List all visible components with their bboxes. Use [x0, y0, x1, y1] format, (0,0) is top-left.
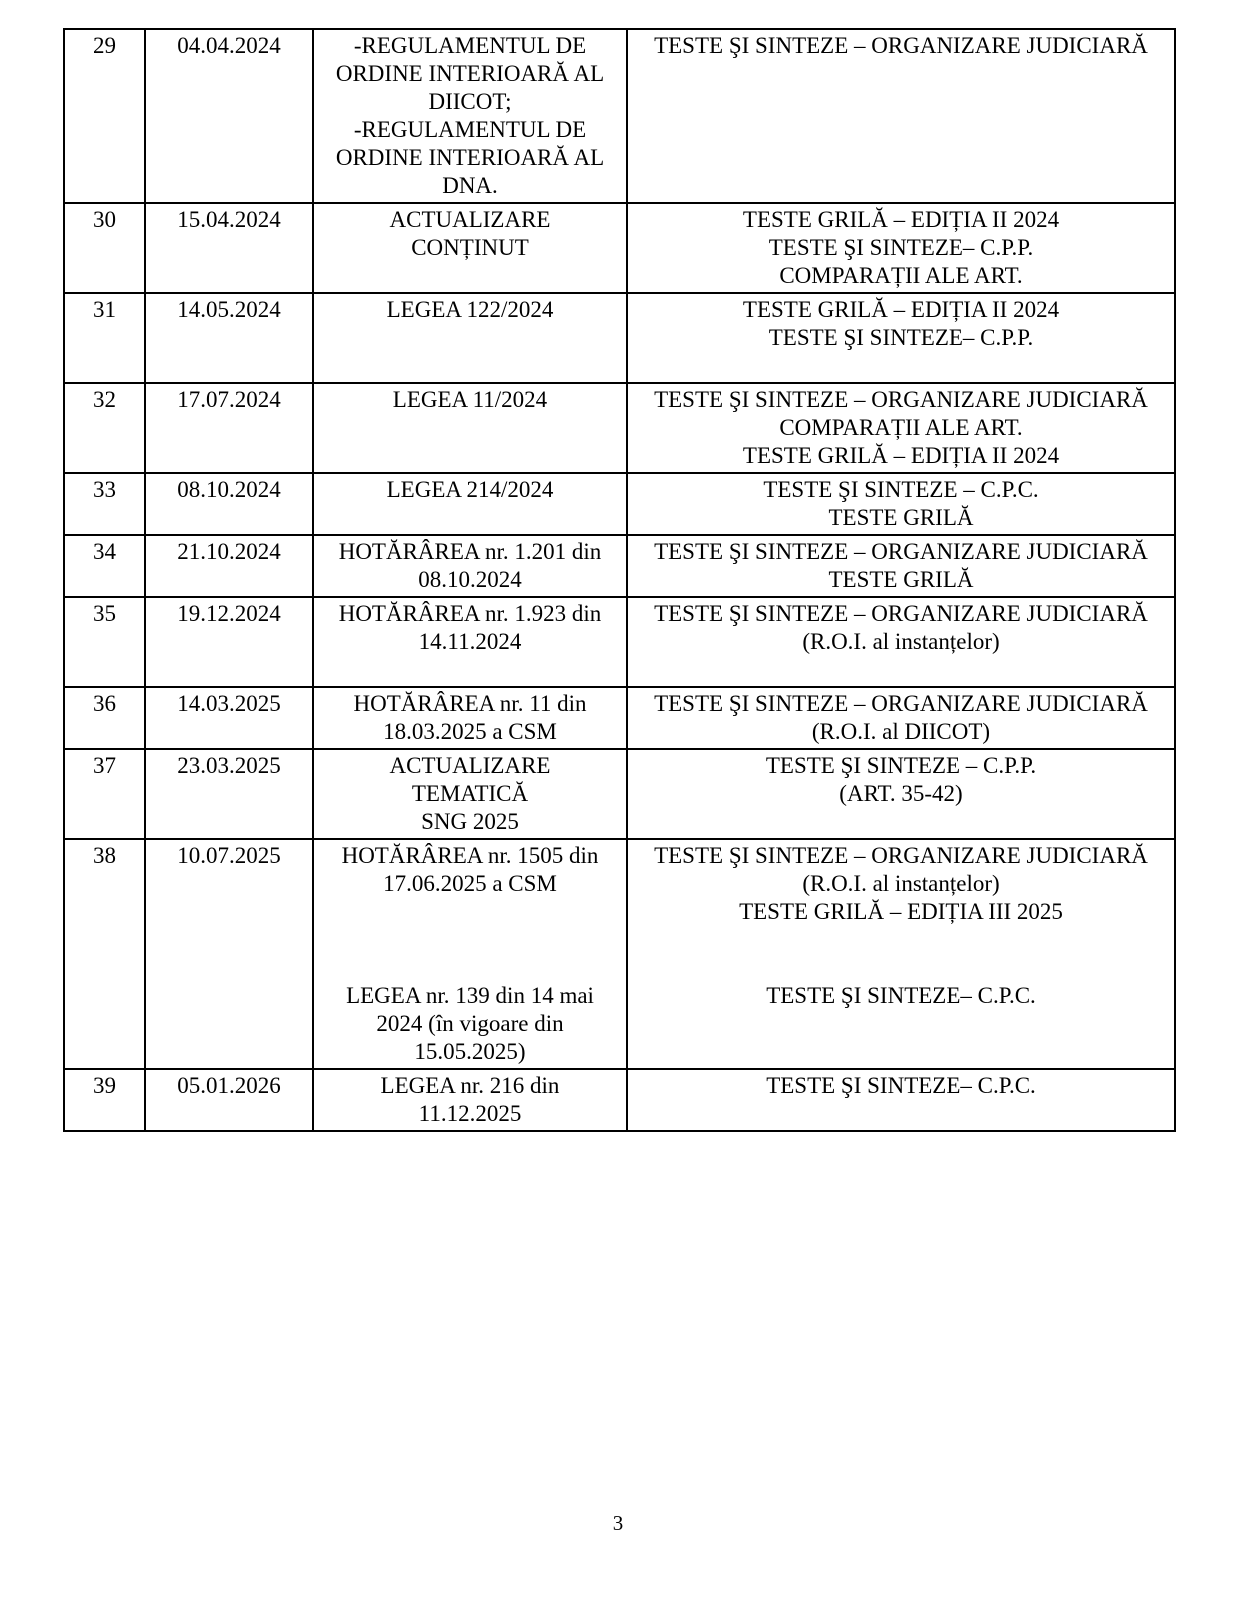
- row-number-cell: [64, 203, 145, 293]
- content-cell: [627, 749, 1175, 839]
- date-cell: [145, 383, 313, 473]
- content-cell: [627, 839, 1175, 1069]
- cell-line: 14.11.2024: [418, 629, 522, 654]
- cell-line: TESTE GRILĂ – EDIȚIA II 2024: [742, 443, 1060, 468]
- cell-line: TESTE GRILĂ – EDIȚIA II 2024: [742, 297, 1060, 322]
- cell-line: ORDINE INTERIOARĂ AL: [335, 61, 605, 86]
- row-number-cell: [64, 383, 145, 473]
- row-number-cell: [64, 535, 145, 597]
- cell-line: 31: [93, 297, 116, 322]
- cell-line: 33: [93, 477, 116, 502]
- cell-line: 14.05.2024: [177, 297, 281, 322]
- act-cell: [313, 383, 627, 473]
- cell-line: (R.O.I. al instanțelor): [802, 629, 1000, 654]
- content-cell: [627, 293, 1175, 383]
- cell-line: TEMATICĂ: [411, 781, 529, 806]
- content-cell: [627, 535, 1175, 597]
- date-cell: [145, 597, 313, 687]
- cell-line: LEGEA 214/2024: [386, 477, 554, 502]
- cell-line: 32: [93, 387, 116, 412]
- cell-line: DIICOT;: [428, 89, 512, 114]
- cell-line: 08.10.2024: [418, 567, 522, 592]
- changes-table-body: [64, 29, 1175, 1131]
- cell-line: COMPARAȚII ALE ART.: [779, 415, 1023, 440]
- cell-line: DNA.: [442, 173, 498, 198]
- cell-line: 38: [93, 843, 116, 868]
- cell-line: TESTE ŞI SINTEZE – C.P.P.: [765, 753, 1037, 778]
- content-cell: [627, 383, 1175, 473]
- cell-line: CONȚINUT: [411, 235, 529, 260]
- cell-line: HOTĂRÂREA nr. 1.923 din: [338, 601, 602, 626]
- cell-line: 04.04.2024: [177, 33, 281, 58]
- cell-line: 14.03.2025: [177, 691, 281, 716]
- cell-line: LEGEA 122/2024: [386, 297, 554, 322]
- content-cell: [627, 29, 1175, 203]
- cell-line: [318, 324, 622, 352]
- cell-line: (R.O.I. al DIICOT): [811, 719, 991, 744]
- date-cell: [145, 839, 313, 1069]
- page-number: 3: [612, 1511, 624, 1535]
- cell-line: 17.06.2025 a CSM: [383, 871, 557, 896]
- act-cell: [313, 749, 627, 839]
- cell-line: TESTE ŞI SINTEZE– C.P.P.: [768, 325, 1034, 350]
- cell-line: 05.01.2026: [177, 1073, 281, 1098]
- cell-line: TESTE ŞI SINTEZE– C.P.C.: [766, 1073, 1036, 1098]
- cell-line: [318, 504, 622, 532]
- cell-line: TESTE ŞI SINTEZE – ORGANIZARE JUDICIARĂ: [654, 601, 1148, 626]
- act-cell: [313, 29, 627, 203]
- content-cell: [627, 203, 1175, 293]
- cell-line: 35: [93, 601, 116, 626]
- cell-line: [632, 352, 1170, 380]
- changes-table: [63, 28, 1176, 1132]
- cell-line: LEGEA 11/2024: [392, 387, 548, 412]
- cell-line: [318, 656, 622, 684]
- act-cell: [313, 597, 627, 687]
- content-cell: [627, 597, 1175, 687]
- cell-line: TESTE ŞI SINTEZE – ORGANIZARE JUDICIARĂ: [654, 691, 1148, 716]
- cell-line: 18.03.2025 a CSM: [383, 719, 557, 744]
- cell-line: TESTE ŞI SINTEZE – C.P.C.: [763, 477, 1039, 502]
- date-cell: [145, 749, 313, 839]
- date-cell: [145, 687, 313, 749]
- table-row: [64, 1069, 1175, 1131]
- cell-line: SNG 2025: [421, 809, 519, 834]
- cell-line: [318, 898, 622, 926]
- date-cell: [145, 1069, 313, 1131]
- cell-line: HOTĂRÂREA nr. 1505 din: [341, 843, 599, 868]
- cell-line: [318, 262, 622, 290]
- row-number-cell: [64, 293, 145, 383]
- cell-line: [318, 414, 622, 442]
- cell-line: [632, 808, 1170, 836]
- cell-line: 39: [93, 1073, 116, 1098]
- row-number-cell: [64, 839, 145, 1069]
- cell-line: TESTE ŞI SINTEZE – ORGANIZARE JUDICIARĂ: [654, 33, 1148, 58]
- date-cell: [145, 29, 313, 203]
- content-cell: [627, 1069, 1175, 1131]
- act-cell: [313, 1069, 627, 1131]
- cell-line: [318, 926, 622, 954]
- cell-line: ORDINE INTERIOARĂ AL: [335, 145, 605, 170]
- cell-line: 30: [93, 207, 116, 232]
- table-row: [64, 597, 1175, 687]
- cell-line: 23.03.2025: [177, 753, 281, 778]
- cell-line: HOTĂRÂREA nr. 1.201 din: [338, 539, 602, 564]
- cell-line: (R.O.I. al instanțelor): [802, 871, 1000, 896]
- table-row: [64, 687, 1175, 749]
- row-number-cell: [64, 597, 145, 687]
- cell-line: TESTE ŞI SINTEZE – ORGANIZARE JUDICIARĂ: [654, 539, 1148, 564]
- cell-line: ACTUALIZARE: [389, 753, 551, 778]
- row-number-cell: [64, 749, 145, 839]
- cell-line: COMPARAȚII ALE ART.: [779, 263, 1023, 288]
- cell-line: [632, 954, 1170, 982]
- act-cell: [313, 203, 627, 293]
- cell-line: 08.10.2024: [177, 477, 281, 502]
- cell-line: TESTE ŞI SINTEZE – ORGANIZARE JUDICIARĂ: [654, 387, 1148, 412]
- act-cell: [313, 535, 627, 597]
- cell-line: TESTE ŞI SINTEZE – ORGANIZARE JUDICIARĂ: [654, 843, 1148, 868]
- table-row: [64, 29, 1175, 203]
- table-row: [64, 535, 1175, 597]
- table-row: [64, 839, 1175, 1069]
- row-number-cell: [64, 473, 145, 535]
- act-cell: [313, 473, 627, 535]
- cell-line: 21.10.2024: [177, 539, 281, 564]
- act-cell: [313, 839, 627, 1069]
- cell-line: 34: [93, 539, 116, 564]
- cell-line: LEGEA nr. 139 din 14 mai: [346, 983, 594, 1008]
- cell-line: 2024 (în vigoare din: [376, 1011, 564, 1036]
- cell-line: HOTĂRÂREA nr. 11 din: [353, 691, 587, 716]
- cell-line: -REGULAMENTUL DE: [353, 33, 587, 58]
- cell-line: [632, 1100, 1170, 1128]
- cell-line: [318, 442, 622, 470]
- row-number-cell: [64, 29, 145, 203]
- cell-line: TESTE ŞI SINTEZE– C.P.P.: [768, 235, 1034, 260]
- date-cell: [145, 535, 313, 597]
- content-cell: [627, 687, 1175, 749]
- cell-line: 11.12.2025: [418, 1101, 522, 1126]
- table-row: [64, 473, 1175, 535]
- row-number-cell: [64, 1069, 145, 1131]
- cell-line: TESTE GRILĂ: [828, 567, 974, 592]
- date-cell: [145, 293, 313, 383]
- cell-line: (ART. 35-42): [839, 781, 963, 806]
- act-cell: [313, 293, 627, 383]
- table-row: [64, 293, 1175, 383]
- cell-line: LEGEA nr. 216 din: [380, 1073, 560, 1098]
- cell-line: [632, 1010, 1170, 1038]
- table-row: [64, 203, 1175, 293]
- cell-line: [632, 926, 1170, 954]
- content-cell: [627, 473, 1175, 535]
- date-cell: [145, 203, 313, 293]
- table-row: [64, 383, 1175, 473]
- cell-line: 10.07.2025: [177, 843, 281, 868]
- cell-line: 19.12.2024: [177, 601, 281, 626]
- table-row: [64, 749, 1175, 839]
- cell-line: [318, 352, 622, 380]
- cell-line: -REGULAMENTUL DE: [353, 117, 587, 142]
- cell-line: TESTE ŞI SINTEZE– C.P.C.: [766, 983, 1036, 1008]
- cell-line: TESTE GRILĂ – EDIȚIA III 2025: [739, 899, 1063, 924]
- cell-line: [318, 954, 622, 982]
- cell-line: 15.05.2025): [414, 1039, 526, 1064]
- cell-line: ACTUALIZARE: [389, 207, 551, 232]
- cell-line: 29: [93, 33, 116, 58]
- cell-line: 17.07.2024: [177, 387, 281, 412]
- cell-line: 36: [93, 691, 116, 716]
- cell-line: [632, 1038, 1170, 1066]
- row-number-cell: [64, 687, 145, 749]
- date-cell: [145, 473, 313, 535]
- act-cell: [313, 687, 627, 749]
- cell-line: [632, 656, 1170, 684]
- cell-line: TESTE GRILĂ – EDIȚIA II 2024: [742, 207, 1060, 232]
- cell-line: 37: [93, 753, 116, 778]
- cell-line: 15.04.2024: [177, 207, 281, 232]
- cell-line: TESTE GRILĂ: [828, 505, 974, 530]
